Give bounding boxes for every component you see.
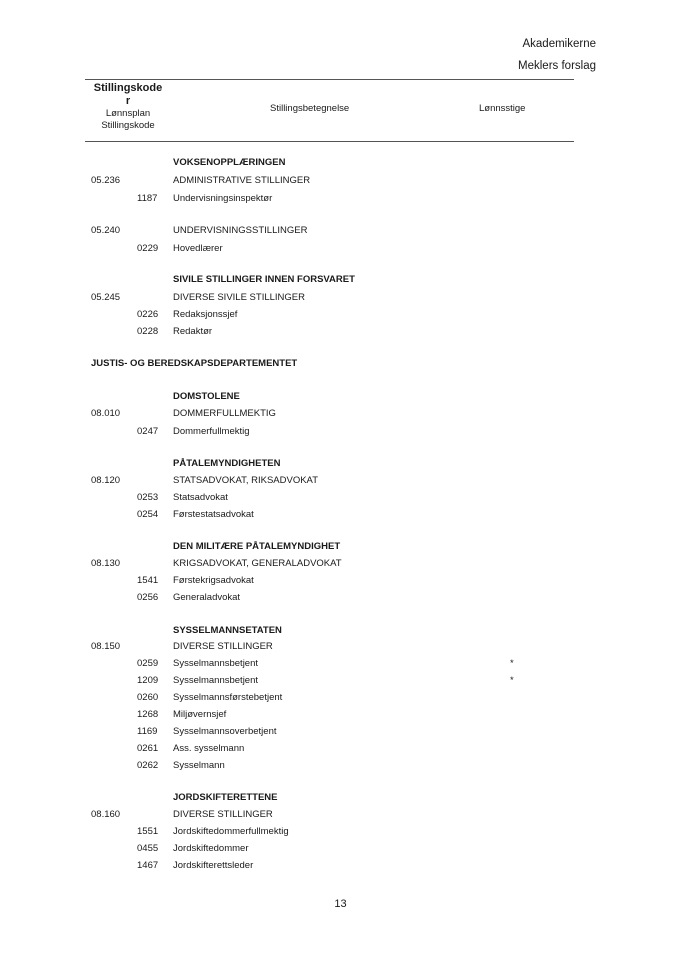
position-group-title: STATSADVOKAT, RIKSADVOKAT <box>173 475 318 486</box>
position-title: Førstestatsadvokat <box>173 509 254 520</box>
position-code: 08.150 <box>91 641 121 652</box>
plan-code: 1209 <box>137 675 159 686</box>
position-title: Dommerfullmektig <box>173 426 250 437</box>
position-code: 05.236 <box>91 175 121 186</box>
position-title: Sysselmannsbetjent <box>173 658 259 669</box>
position-title: Jordskiftedommer <box>173 843 249 854</box>
plan-code: 1551 <box>137 826 159 837</box>
position-title: Miljøvernsjef <box>173 709 227 720</box>
position-code: 08.130 <box>91 558 121 569</box>
plan-code: 0262 <box>137 760 159 771</box>
column-header-code-line4: Stillingskode <box>101 120 155 131</box>
position-title: Redaksjonssjef <box>173 309 238 320</box>
column-header-stige: Lønnsstige <box>479 103 526 114</box>
plan-code: 0455 <box>137 843 159 854</box>
position-title: Sysselmannsbetjent <box>173 675 259 686</box>
position-title: Førstekrigsadvokat <box>173 575 254 586</box>
position-group-title: KRIGSADVOKAT, GENERALADVOKAT <box>173 558 342 569</box>
plan-code: 1169 <box>137 726 158 737</box>
position-title: Sysselmannsførstebetjent <box>173 692 283 703</box>
position-title: Sysselmann <box>173 760 225 771</box>
position-code: 08.120 <box>91 475 121 486</box>
position-code: 08.010 <box>91 408 121 419</box>
department-heading: JUSTIS- OG BEREDSKAPSDEPARTEMENTET <box>91 358 298 369</box>
plan-code: 1541 <box>137 575 159 586</box>
position-group-title: ADMINISTRATIVE STILLINGER <box>173 175 311 186</box>
plan-code: 0229 <box>137 243 159 254</box>
plan-code: 0259 <box>137 658 159 669</box>
plan-code: 0256 <box>137 592 159 603</box>
plan-code: 0254 <box>137 509 159 520</box>
position-title: Jordskiftedommerfullmektig <box>173 826 289 837</box>
column-header-title: Stillingsbetegnelse <box>270 103 350 114</box>
proposal-label: Meklers forslag <box>518 60 596 72</box>
section-heading: VOKSENOPPLÆRINGEN <box>173 157 286 168</box>
section-heading: DOMSTOLENE <box>173 391 240 402</box>
column-header-code-line3: Lønnsplan <box>105 108 151 119</box>
position-group-title: DIVERSE STILLINGER <box>173 641 273 652</box>
position-group-title: DOMMERFULLMEKTIG <box>173 408 276 419</box>
plan-code: 0226 <box>137 309 159 320</box>
plan-code: 0228 <box>137 326 159 337</box>
header-bottom-rule <box>85 141 574 142</box>
section-heading: JORDSKIFTERETTENE <box>173 792 278 803</box>
position-title: Ass. sysselmann <box>173 743 245 754</box>
position-group-title: DIVERSE SIVILE STILLINGER <box>173 292 305 303</box>
plan-code: 1467 <box>137 860 159 871</box>
position-title: Undervisningsinspektør <box>173 193 273 204</box>
position-title: Hovedlærer <box>173 243 223 254</box>
position-title: Generaladvokat <box>173 592 241 603</box>
position-group-title: UNDERVISNINGSSTILLINGER <box>173 225 308 236</box>
position-title: Jordskifterettsleder <box>173 860 254 871</box>
column-header-code <box>88 82 168 132</box>
plan-code: 1187 <box>137 193 158 204</box>
plan-code: 0247 <box>137 426 159 437</box>
position-code: 05.240 <box>91 225 121 236</box>
section-heading: SIVILE STILLINGER INNEN FORSVARET <box>173 274 355 285</box>
page-number: 13 <box>334 898 347 910</box>
column-header-code-line1: Stillingskode <box>93 82 163 94</box>
organization-name: Akademikerne <box>522 38 596 50</box>
position-title: Redaktør <box>173 326 213 337</box>
section-heading: PÅTALEMYNDIGHETEN <box>173 458 281 469</box>
position-code: 05.245 <box>91 292 121 303</box>
position-title: Sysselmannsoverbetjent <box>173 726 277 737</box>
header-top-rule <box>85 79 574 80</box>
position-title: Statsadvokat <box>173 492 228 503</box>
column-header-code-line2: r <box>125 95 131 107</box>
section-heading: DEN MILITÆRE PÅTALEMYNDIGHET <box>173 541 341 552</box>
asterisk-mark: * <box>510 658 514 669</box>
plan-code: 0253 <box>137 492 159 503</box>
plan-code: 0261 <box>137 743 159 754</box>
section-heading: SYSSELMANNSETATEN <box>173 625 282 636</box>
plan-code: 1268 <box>137 709 159 720</box>
asterisk-mark: * <box>510 675 514 686</box>
position-group-title: DIVERSE STILLINGER <box>173 809 273 820</box>
plan-code: 0260 <box>137 692 159 703</box>
position-code: 08.160 <box>91 809 121 820</box>
